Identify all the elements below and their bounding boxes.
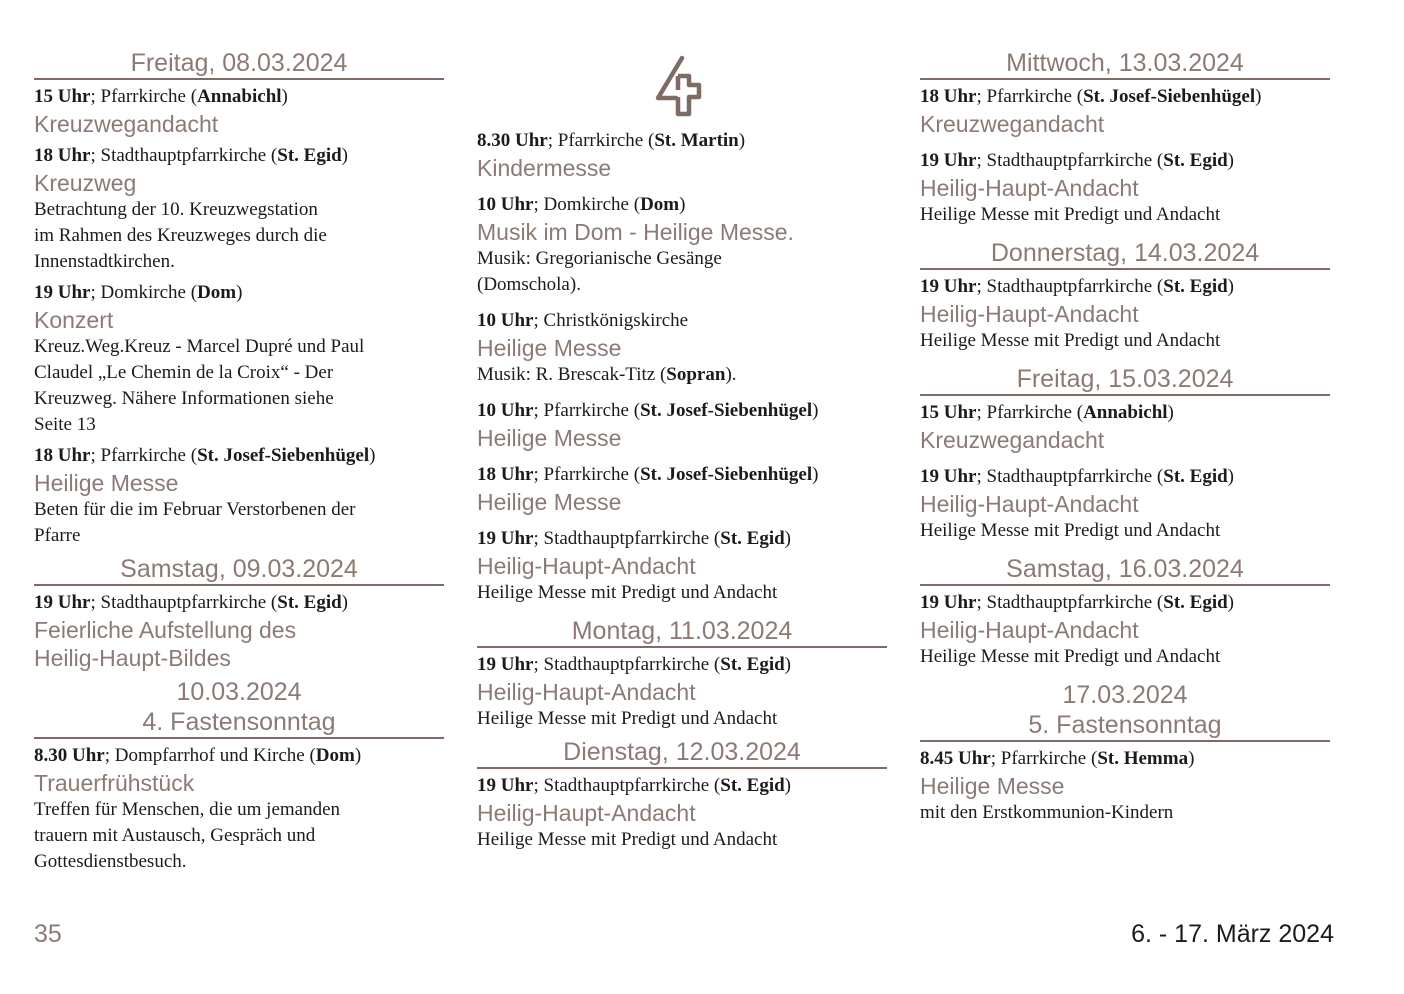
event-description: Gottesdienstbesuch.	[34, 851, 187, 872]
event-title: Trauerfrühstück	[34, 770, 195, 796]
event-time-place: 19 Uhr; Stadthauptpfarrkirche (St. Egid)	[920, 150, 1234, 171]
event-description: mit den Erstkommunion-Kindern	[920, 802, 1174, 823]
day-heading	[34, 48, 444, 80]
event-entry	[920, 590, 1330, 670]
day-heading	[920, 238, 1330, 270]
event-description: Heilige Messe mit Predigt und Andacht	[920, 520, 1221, 541]
day-block	[477, 616, 887, 732]
event-entry	[920, 746, 1330, 826]
event-entry	[477, 526, 887, 606]
event-description: Treffen für Menschen, die um jemanden	[34, 799, 341, 820]
event-church: St. Martin	[654, 130, 739, 151]
day-heading-line: Freitag, 08.03.2024	[130, 49, 348, 77]
event-entry	[477, 308, 887, 388]
event-title: Konzert	[34, 307, 114, 333]
event-title: Heilige Messe	[920, 773, 1065, 799]
event-time-place: 19 Uhr; Stadthauptpfarrkirche (St. Egid)	[920, 466, 1234, 487]
event-church: St. Egid	[1163, 592, 1228, 613]
event-time-place: 8.30 Uhr; Dompfarrhof und Kirche (Dom)	[34, 745, 362, 766]
event-place: Dompfarrhof und Kirche	[114, 745, 305, 766]
day-block	[920, 554, 1330, 670]
event-description: Beten für die im Februar Verstorbenen der	[34, 499, 356, 520]
event-time-place: 18 Uhr; Pfarrkirche (St. Josef-Siebenhügel)	[920, 86, 1262, 107]
day-heading	[920, 554, 1330, 586]
event-church: St. Egid	[720, 654, 785, 675]
event-church: Dom	[197, 282, 237, 303]
event-description: Kreuz.Weg.Kreuz - Marcel Dupré und Paul	[34, 336, 365, 357]
event-description: (Domschola).	[477, 274, 581, 295]
event-place: Stadthauptpfarrkirche	[986, 150, 1153, 171]
event-place: Pfarrkirche	[100, 86, 186, 107]
event-title: Kreuzwegandacht	[34, 111, 219, 137]
day-block	[920, 364, 1330, 544]
event-title: Heilige Messe	[477, 335, 622, 361]
event-description: Heilige Messe mit Predigt und Andacht	[477, 829, 778, 850]
event-description: Claudel „Le Chemin de la Croix“ - Der	[34, 362, 334, 383]
event-title: Heilige Messe	[34, 470, 179, 496]
event-description: Heilige Messe mit Predigt und Andacht	[920, 330, 1221, 351]
event-time-place: 19 Uhr; Stadthauptpfarrkirche (St. Egid)	[477, 654, 791, 675]
event-entry	[477, 773, 887, 853]
event-title: Heilig-Haupt-Andacht	[920, 491, 1139, 517]
event-church: Annabichl	[1083, 402, 1168, 423]
event-time-place: 19 Uhr; Stadthauptpfarrkirche (St. Egid)	[920, 276, 1234, 297]
day-block	[477, 128, 887, 606]
event-description: Pfarre	[34, 525, 81, 546]
day-block	[34, 677, 444, 875]
event-entry	[920, 274, 1330, 354]
event-church: Dom	[315, 745, 355, 766]
event-church: St. Egid	[1163, 466, 1228, 487]
event-church: Dom	[640, 194, 680, 215]
day-heading-line: Freitag, 15.03.2024	[1016, 365, 1234, 393]
event-time: 19 Uhr	[920, 276, 977, 297]
event-time: 18 Uhr	[920, 86, 977, 107]
event-church: St. Egid	[720, 775, 785, 796]
event-description: Musik: Gregorianische Gesänge	[477, 248, 722, 269]
event-entry	[477, 192, 887, 298]
event-place: Christkönigskirche	[543, 310, 689, 331]
event-time: 15 Uhr	[34, 86, 91, 107]
event-title: Heilig-Haupt-Andacht	[920, 617, 1139, 643]
event-entry	[477, 128, 887, 182]
event-place: Pfarrkirche	[557, 130, 644, 151]
day-heading	[920, 48, 1330, 80]
event-entry	[34, 443, 444, 549]
event-time: 19 Uhr	[920, 150, 977, 171]
event-place: Stadthauptpfarrkirche	[543, 528, 710, 549]
event-time: 19 Uhr	[34, 282, 91, 303]
event-time: 10 Uhr	[477, 310, 534, 331]
event-church: St. Egid	[1163, 150, 1228, 171]
event-time-place: 19 Uhr; Stadthauptpfarrkirche (St. Egid)	[34, 592, 348, 613]
event-time-place: 8.45 Uhr; Pfarrkirche (St. Hemma)	[920, 748, 1195, 769]
event-entry	[477, 398, 887, 452]
event-description: trauern mit Austausch, Gespräch und	[34, 825, 316, 846]
day-heading-line: Donnerstag, 14.03.2024	[990, 239, 1260, 267]
event-church: Annabichl	[197, 86, 282, 107]
event-time-place: 8.30 Uhr; Pfarrkirche (St. Martin)	[477, 130, 746, 151]
event-entry	[920, 400, 1330, 454]
event-church: St. Josef-Siebenhügel	[640, 400, 813, 421]
day-heading-line: 17.03.2024	[1062, 681, 1188, 709]
event-entry	[34, 84, 444, 138]
event-title: Kreuzweg	[34, 170, 137, 196]
day-heading	[477, 616, 887, 648]
event-entry	[477, 652, 887, 732]
event-description: Heilige Messe mit Predigt und Andacht	[477, 582, 778, 603]
event-church: St. Josef-Siebenhügel	[1083, 86, 1256, 107]
event-time: 10 Uhr	[477, 400, 534, 421]
event-time-place: 10 Uhr; Pfarrkirche (St. Josef-Siebenhügel)	[477, 400, 819, 421]
event-place: Stadthauptpfarrkirche	[986, 592, 1153, 613]
event-place: Stadthauptpfarrkirche	[543, 775, 710, 796]
event-place: Pfarrkirche	[100, 445, 186, 466]
event-title: Kreuzwegandacht	[920, 427, 1105, 453]
event-place: Pfarrkirche	[1000, 748, 1087, 769]
event-time-place: 19 Uhr; Stadthauptpfarrkirche (St. Egid)	[920, 592, 1234, 613]
event-description: Heilige Messe mit Predigt und Andacht	[477, 708, 778, 729]
event-place: Stadthauptpfarrkirche	[543, 654, 710, 675]
event-time-place: 19 Uhr; Stadthauptpfarrkirche (St. Egid)	[477, 775, 791, 796]
event-description: Heilige Messe mit Predigt und Andacht	[920, 204, 1221, 225]
day-heading-line: Mittwoch, 13.03.2024	[1006, 49, 1244, 77]
event-time-place: 18 Uhr; Stadthauptpfarrkirche (St. Egid)	[34, 145, 348, 166]
event-description: Betrachtung der 10. Kreuzwegstation	[34, 199, 318, 220]
event-time-place: 15 Uhr; Pfarrkirche (Annabichl)	[920, 402, 1174, 423]
event-title: Heilig-Haupt-Andacht	[477, 553, 696, 579]
event-place: Stadthauptpfarrkirche	[986, 276, 1153, 297]
four-cross-icon	[652, 52, 712, 122]
day-heading	[34, 677, 444, 739]
event-entry	[920, 464, 1330, 544]
column-3	[920, 48, 1330, 836]
event-entry	[34, 590, 444, 672]
event-description: im Rahmen des Kreuzweges durch die	[34, 225, 327, 246]
event-place: Stadthauptpfarrkirche	[100, 592, 267, 613]
day-block	[477, 737, 887, 853]
day-heading	[920, 364, 1330, 396]
day-heading-line: Samstag, 09.03.2024	[120, 555, 358, 583]
event-time: 18 Uhr	[477, 464, 534, 485]
day-heading	[920, 680, 1330, 742]
event-time-place: 15 Uhr; Pfarrkirche (Annabichl)	[34, 86, 288, 107]
event-church: St. Egid	[1163, 276, 1228, 297]
event-description: Kreuzweg. Nähere Informationen siehe	[34, 388, 334, 409]
event-time: 10 Uhr	[477, 194, 534, 215]
event-church: St. Hemma	[1097, 748, 1189, 769]
event-description-text: Musik: R. Brescak-Titz	[477, 364, 660, 385]
event-description-text: .	[731, 364, 737, 385]
event-place: Stadthauptpfarrkirche	[100, 145, 267, 166]
column-2	[477, 48, 887, 858]
day-heading-line: 5. Fastensonntag	[1028, 711, 1222, 739]
event-place: Pfarrkirche	[986, 402, 1072, 423]
event-time: 8.30 Uhr	[477, 130, 548, 151]
event-time: 18 Uhr	[34, 445, 91, 466]
day-block	[34, 554, 444, 672]
event-time: 19 Uhr	[477, 775, 534, 796]
event-time: 8.45 Uhr	[920, 748, 991, 769]
event-description: Heilige Messe mit Predigt und Andacht	[920, 646, 1221, 667]
event-time-place: 19 Uhr; Domkirche (Dom)	[34, 282, 243, 303]
event-time-place: 19 Uhr; Stadthauptpfarrkirche (St. Egid)	[477, 528, 791, 549]
event-place: Domkirche	[100, 282, 186, 303]
event-place: Domkirche	[543, 194, 629, 215]
event-time: 19 Uhr	[477, 654, 534, 675]
event-title: Kreuzwegandacht	[920, 111, 1105, 137]
day-heading	[34, 554, 444, 586]
event-entry	[34, 743, 444, 875]
event-entry	[920, 148, 1330, 228]
event-time: 8.30 Uhr	[34, 745, 105, 766]
event-time-place: 18 Uhr; Pfarrkirche (St. Josef-Siebenhügel)	[34, 445, 376, 466]
event-church: St. Egid	[720, 528, 785, 549]
event-title: Feierliche Aufstellung des	[34, 617, 297, 643]
event-description: Seite 13	[34, 414, 96, 435]
event-church: St. Josef-Siebenhügel	[197, 445, 370, 466]
event-title: Kindermesse	[477, 155, 612, 181]
event-time-place: 18 Uhr; Pfarrkirche (St. Josef-Siebenhügel)	[477, 464, 819, 485]
event-time: 15 Uhr	[920, 402, 977, 423]
event-title: Heilig-Haupt-Andacht	[920, 175, 1139, 201]
event-title: Heilig-Haupt-Andacht	[477, 679, 696, 705]
event-place: Pfarrkirche	[986, 86, 1072, 107]
event-church: St. Egid	[277, 145, 342, 166]
event-time-place: 10 Uhr; Christkönigskirche	[477, 310, 689, 331]
day-block	[920, 238, 1330, 354]
event-title: Heilig-Haupt-Andacht	[477, 800, 696, 826]
event-place: Pfarrkirche	[543, 464, 629, 485]
event-time: 19 Uhr	[477, 528, 534, 549]
day-block	[920, 48, 1330, 228]
event-title: Heilig-Haupt-Bildes	[34, 645, 231, 671]
event-church: St. Josef-Siebenhügel	[640, 464, 813, 485]
event-description: Innenstadtkirchen.	[34, 251, 175, 272]
date-range: 6. - 17. März 2024	[1131, 920, 1334, 948]
day-heading-line: 10.03.2024	[176, 678, 302, 706]
day-heading-line: Montag, 11.03.2024	[571, 617, 793, 645]
event-title: Heilig-Haupt-Andacht	[920, 301, 1139, 327]
event-title: Heilige Messe	[477, 489, 622, 515]
event-title: Heilige Messe	[477, 425, 622, 451]
day-block	[920, 680, 1330, 826]
event-time: 19 Uhr	[920, 466, 977, 487]
event-description: Musik: R. Brescak-Titz (Sopran).	[477, 364, 737, 385]
column-1	[34, 48, 444, 880]
day-heading-line: 4. Fastensonntag	[142, 708, 336, 736]
event-title: Musik im Dom - Heilige Messe.	[477, 219, 794, 245]
day-block	[34, 48, 444, 549]
event-entry	[34, 280, 444, 438]
event-entry	[477, 462, 887, 516]
event-time: 18 Uhr	[34, 145, 91, 166]
day-heading	[477, 737, 887, 769]
event-entry	[34, 143, 444, 275]
event-time-place: 10 Uhr; Domkirche (Dom)	[477, 194, 686, 215]
event-description-bold: Sopran	[666, 364, 726, 385]
day-heading-line: Dienstag, 12.03.2024	[563, 738, 801, 766]
event-place: Stadthauptpfarrkirche	[986, 466, 1153, 487]
event-entry	[920, 84, 1330, 138]
page-number: 35	[34, 920, 62, 948]
event-time: 19 Uhr	[34, 592, 91, 613]
event-church: St. Egid	[277, 592, 342, 613]
event-place: Pfarrkirche	[543, 400, 629, 421]
event-time: 19 Uhr	[920, 592, 977, 613]
day-heading-line: Samstag, 16.03.2024	[1006, 555, 1244, 583]
